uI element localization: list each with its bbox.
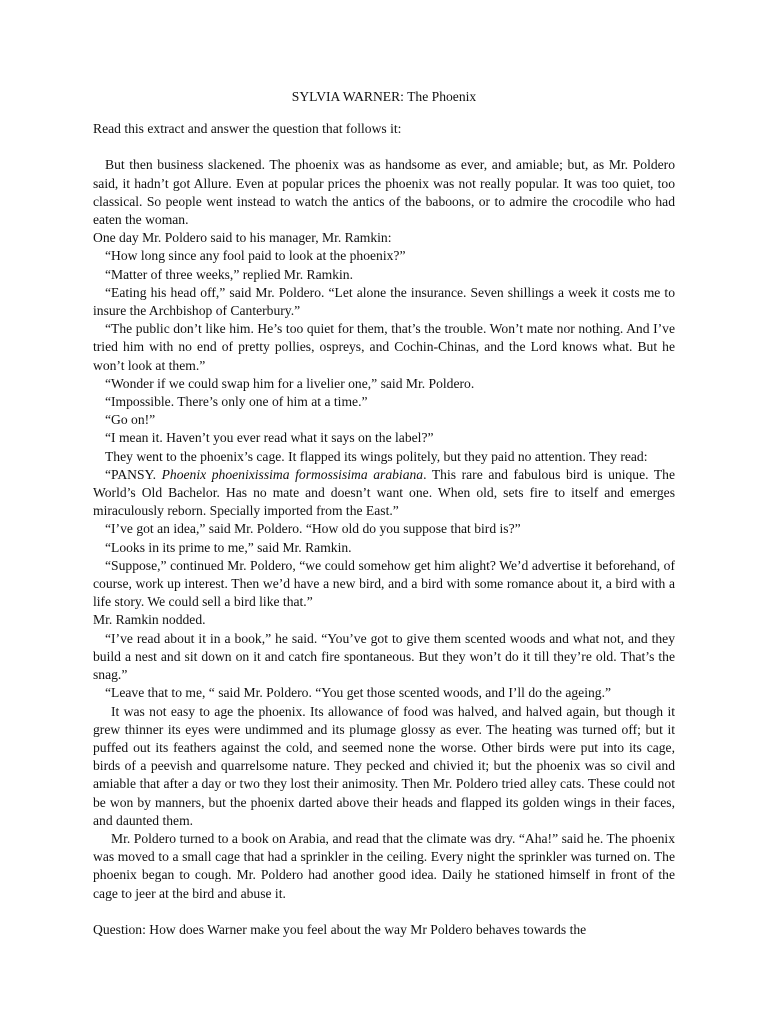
paragraph: “Eating his head off,” said Mr. Poldero. “Let alone the insurance. Seven shillings a week it costs me to insure the Archbishop of Canterbury.”: [93, 284, 675, 319]
paragraph: “Looks in its prime to me,” said Mr. Ramkin.: [105, 539, 352, 555]
instructions: Read this extract and answer the question that follows it:: [93, 121, 402, 137]
paragraph: “Leave that to me, “ said Mr. Poldero. “You get those scented woods, and I’ll do the ageing.”: [105, 685, 611, 701]
label-text-end: . This rare and fabulous bird is unique. The World’s Old Bachelor. Has no mate and doesn’t want one. When old, sets fire to itself and emerges miraculously reborn. Specially imported from the East.”: [93, 466, 675, 519]
paragraph: “Go on!”: [105, 412, 156, 428]
extract-body: [93, 156, 675, 902]
paragraph: “I’ve read about it in a book,” he said. “You’ve got to give them scented woods and what not, and they build a nest and sit down on it and catch fire spontaneous. But they won’t do it till they’re old. That’s the snag.”: [93, 630, 675, 683]
document-page: [93, 88, 675, 939]
question-text: Question: How does Warner make you feel about the way Mr Poldero behaves towards the: [93, 921, 587, 937]
paragraph: “I’ve got an idea,” said Mr. Poldero. “How old do you suppose that bird is?”: [105, 521, 521, 537]
label-text-start: “PANSY.: [105, 466, 162, 482]
species-name: Phoenix phoenixissima formossisima arabiana: [161, 466, 424, 482]
paragraph: It was not easy to age the phoenix. Its allowance of food was halved, and halved again, but though it grew thinner its eyes were undimmed and its plumage glossy as ever. The heating was turned off; but it puffed out its feathers against the cold, and seemed none the worse. Other birds were put into its cage, birds of a peevish and quarrelsome nature. They pecked and chivied it; but the phoenix was so civil and amiable that after a day or two they lost their animosity. Then Mr. Poldero tried alley cats. These could not be won by manners, but the phoenix darted above their heads and flapped its golden wings in their faces, and daunted them.: [93, 703, 675, 828]
spacer: [93, 903, 675, 921]
paragraph: “I mean it. Haven’t you ever read what it says on the label?”: [105, 430, 434, 446]
paragraph: “The public don’t like him. He’s too quiet for them, that’s the trouble. Won’t mate nor nothing. And I’ve tried him with no end of pretty pollies, ospreys, and Cochin-Chinas, and the Lord knows what. But he won’t look at them.”: [93, 321, 675, 373]
paragraph: One day Mr. Poldero said to his manager, Mr. Ramkin:: [93, 230, 392, 246]
paragraph: But then business slackened. The phoenix was as handsome as ever, and amiable; but, as Mr. Poldero said, it hadn’t got Allure. Even at popular prices the phoenix was not really popular. It was too quiet, too classical. So people went instead to watch the antics of the baboons, or to admire the crocodile who had eaten the woman.: [93, 157, 675, 228]
paragraph: They went to the phoenix’s cage. It flapped its wings politely, but they paid no attention. They read:: [105, 448, 648, 464]
paragraph-label: [93, 466, 675, 521]
paragraph: “Wonder if we could swap him for a livelier one,” said Mr. Poldero.: [105, 375, 475, 391]
document-title: SYLVIA WARNER: The Phoenix: [291, 89, 477, 104]
paragraph: “Matter of three weeks,” replied Mr. Ramkin.: [105, 266, 353, 282]
paragraph: “Suppose,” continued Mr. Poldero, “we could somehow get him alight? We’d advertise it beforehand, of course, work up interest. Then we’d have a new bird, and a bird with some romance about it, a bird with a life story. We could sell a bird like that.”: [93, 557, 675, 610]
paragraph: “Impossible. There’s only one of him at a time.”: [105, 394, 368, 410]
paragraph: Mr. Poldero turned to a book on Arabia, and read that the climate was dry. “Aha!” said he. The phoenix was moved to a small cage that had a sprinkler in the ceiling. Every night the sprinkler was turned on. The phoenix began to cough. Mr. Poldero had another good idea. Daily he stationed himself in front of the cage to jeer at the bird and abuse it.: [93, 830, 675, 901]
paragraph: Mr. Ramkin nodded.: [93, 612, 206, 628]
paragraph: “How long since any fool paid to look at the phoenix?”: [105, 248, 406, 264]
